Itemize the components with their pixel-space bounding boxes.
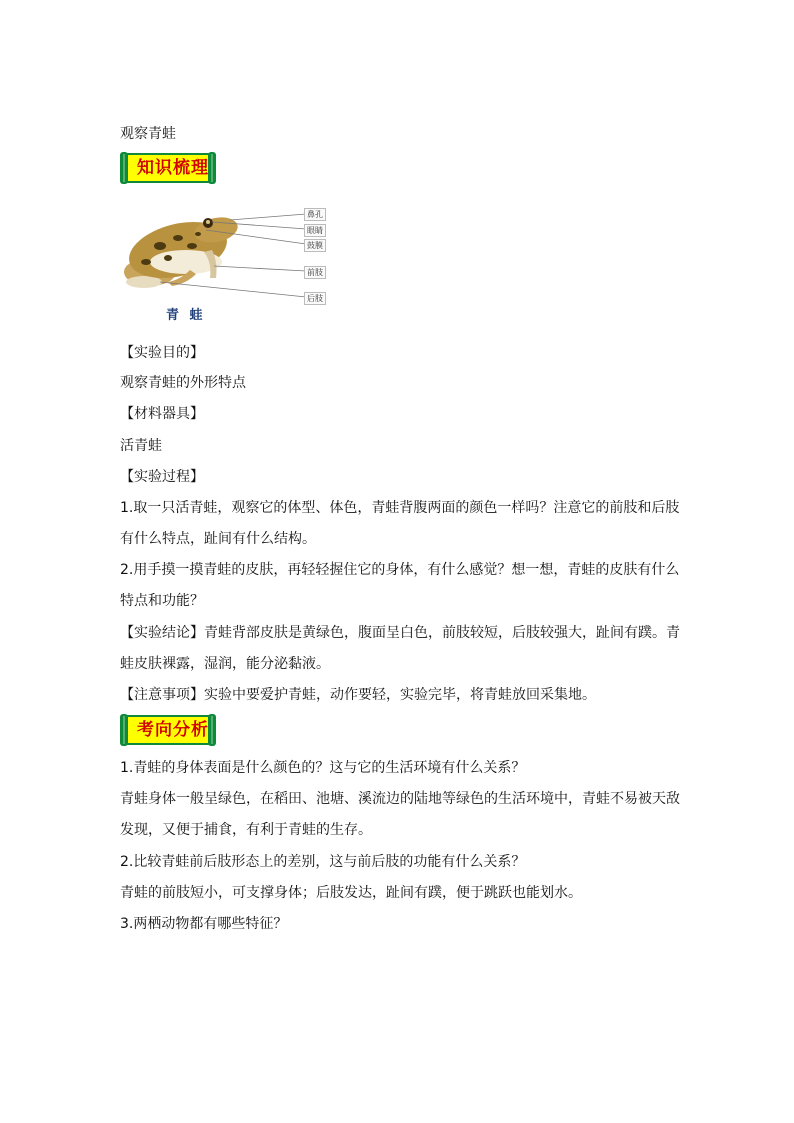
frog-illustration-icon (120, 200, 335, 325)
materials-text: 活青蛙 (120, 438, 162, 454)
purpose-heading: 【实验目的】 (120, 345, 204, 361)
purpose-text: 观察青蛙的外形特点 (120, 375, 246, 391)
frog-figure (120, 200, 335, 325)
question-3: 3.两栖动物都有哪些特征？ (120, 916, 288, 932)
answer-1b: 发现，又便于捕食，有利于青蛙的生存。 (120, 822, 372, 838)
figure-caption: 青 蛙 (166, 308, 206, 323)
label-forelimb: 前肢 (304, 266, 326, 279)
label-hindlimb: 后肢 (304, 292, 326, 305)
banner-knowledge-text: 知识梳理 (137, 158, 209, 178)
answer-2: 青蛙的前肢短小，可支撑身体；后肢发达，趾间有蹼，便于跳跃也能划水。 (120, 885, 582, 901)
process-step-1a: 1.取一只活青蛙，观察它的体型、体色，青蛙背腹两面的颜色一样吗？注意它的前肢和后肢 (120, 500, 680, 516)
doc-title: 观察青蛙 (120, 126, 176, 142)
answer-1a: 青蛙身体一般呈绿色，在稻田、池塘、溪流边的陆地等绿色的生活环境中，青蛙不易被天敌 (120, 791, 680, 807)
banner-analysis (118, 712, 216, 748)
question-2: 2.比较青蛙前后肢形态上的差别，这与前后肢的功能有什么关系？ (120, 854, 526, 870)
process-heading: 【实验过程】 (120, 469, 204, 485)
process-step-2a: 2.用手摸一摸青蛙的皮肤，再轻轻握住它的身体，有什么感觉？想一想，青蛙的皮肤有什么 (120, 562, 680, 578)
conclusion-a: 【实验结论】青蛙背部皮肤是黄绿色，腹面呈白色，前肢较短，后肢较强大，趾间有蹼。青 (120, 625, 680, 641)
question-1: 1.青蛙的身体表面是什么颜色的？这与它的生活环境有什么关系？ (120, 760, 526, 776)
label-eye: 眼睛 (304, 224, 326, 237)
notes-text: 【注意事项】实验中要爱护青蛙，动作要轻，实验完毕，将青蛙放回采集地。 (120, 687, 596, 703)
label-eardrum: 鼓膜 (304, 239, 326, 252)
banner-knowledge (118, 150, 216, 186)
banner-analysis-text: 考向分析 (137, 720, 209, 740)
label-nostril: 鼻孔 (304, 208, 326, 221)
process-step-2b: 特点和功能？ (120, 593, 204, 609)
conclusion-b: 蛙皮肤裸露，湿润，能分泌黏液。 (120, 656, 330, 672)
materials-heading: 【材料器具】 (120, 406, 204, 422)
process-step-1b: 有什么特点，趾间有什么结构。 (120, 531, 316, 547)
